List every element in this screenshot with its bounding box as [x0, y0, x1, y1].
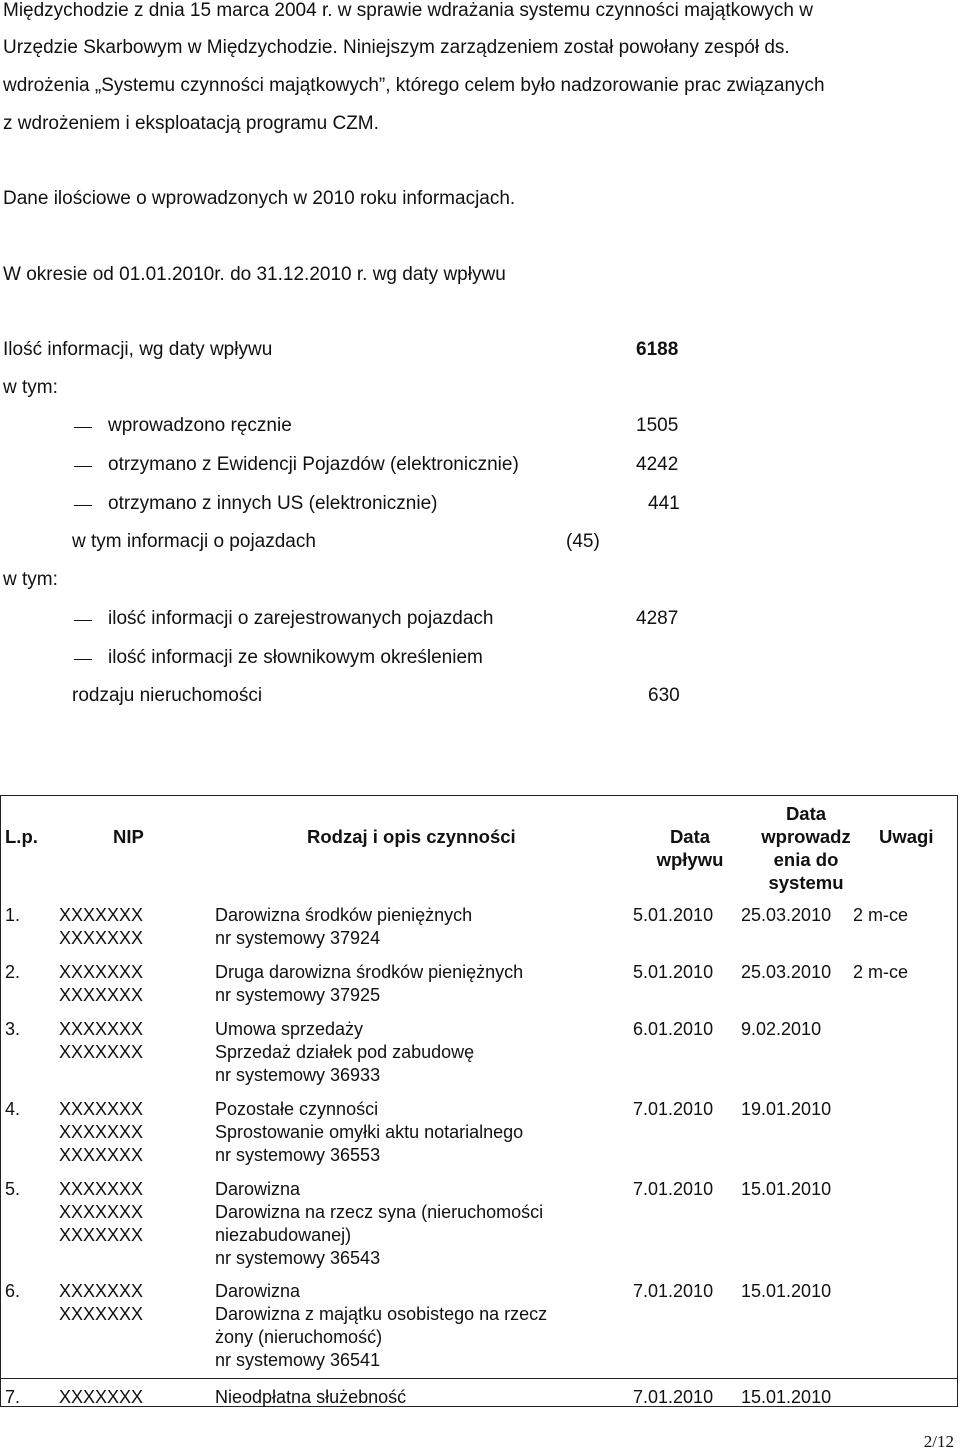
row-description [215, 1098, 523, 1167]
row-date-received: 5.01.2010 [633, 905, 714, 925]
row-description-line: nr systemowy 37925 [215, 985, 381, 1005]
row-description [215, 1018, 474, 1087]
row-description-line: nr systemowy 37924 [215, 928, 381, 948]
vehicles-value: (45) [566, 531, 600, 552]
row-description [215, 1178, 543, 1270]
row-description-line: Sprostowanie omyłki aktu notarialnego [215, 1122, 524, 1142]
row-date-received: 7.01.2010 [633, 1099, 714, 1119]
item-manual-label: wprowadzono ręcznie [108, 415, 292, 436]
item-other-us-value: 441 [648, 493, 680, 514]
item-property-type-label: ilość informacji ze słownikowym określeniem [108, 647, 483, 668]
row-description-line: Druga darowizna środków pieniężnych [215, 962, 524, 982]
row-lp: 2. [5, 962, 21, 982]
row-remarks: 2 m-ce [853, 962, 909, 982]
total-value: 6188 [636, 339, 679, 360]
item-registered-vehicles-label: ilość informacji o zarejestrowanych pojazdach [108, 608, 494, 629]
row-description [215, 1280, 547, 1372]
row-date-entered: 9.02.2010 [741, 1019, 822, 1039]
row-nip-line: XXXXXXX [59, 1042, 144, 1062]
intro-line-3: wdrożenia „Systemu czynności majątkowych”, którego celem było nadzorowanie prac związanych [3, 75, 825, 96]
row-date-entered: 25.03.2010 [741, 905, 832, 925]
page-number: 2/12 [923, 1432, 954, 1451]
row-date-received: 5.01.2010 [633, 962, 714, 982]
header-uwagi: Uwagi [879, 826, 934, 847]
row-nip-line: XXXXXXX [59, 1179, 144, 1199]
header-lp: L.p. [5, 826, 38, 847]
last-row-divider [1, 1378, 957, 1379]
header-rodzaj: Rodzaj i opis czynności [307, 826, 516, 847]
item-other-us-label: otrzymano z innych US (elektronicznie) [108, 493, 438, 514]
row-description-line: Darowizna [215, 1179, 301, 1199]
row-lp: 1. [5, 905, 21, 925]
item-property-type-label-cont: rodzaju nieruchomości [72, 685, 263, 706]
row-description-line: Nieodpłatna służebność [215, 1387, 407, 1407]
row-description-line: nr systemowy 36933 [215, 1065, 381, 1085]
intro-line-1: Międzychodzie z dnia 15 marca 2004 r. w sprawie wdrażania systemu czynności majątkowych w [3, 0, 813, 21]
dash-icon [74, 620, 92, 621]
w-tym-label-2: w tym: [3, 569, 58, 590]
row-description-line: Darowizna na rzecz syna (nieruchomości [215, 1202, 544, 1222]
row-nip-line: XXXXXXX [59, 1304, 144, 1324]
row-description-line: Darowizna z majątku osobistego na rzecz [215, 1304, 548, 1324]
row-date-entered: 15.01.2010 [741, 1387, 832, 1407]
row-description-line: Sprzedaż działek pod zabudowę [215, 1042, 475, 1062]
row-lp: 6. [5, 1281, 21, 1301]
row-description-line: Darowizna [215, 1281, 301, 1301]
row-lp: 4. [5, 1099, 21, 1119]
row-lp: 7. [5, 1387, 21, 1407]
dash-icon [74, 427, 92, 428]
row-date-entered: 15.01.2010 [741, 1281, 832, 1301]
header-data-wprowadzenia-line4: systemu [768, 872, 844, 893]
row-description [215, 1386, 406, 1409]
row-date-entered: 25.03.2010 [741, 962, 832, 982]
intro-line-4: z wdrożeniem i eksploatacją programu CZM. [3, 113, 379, 134]
row-nip-line: XXXXXXX [59, 1122, 144, 1142]
row-lp: 3. [5, 1019, 21, 1039]
row-nip-line: XXXXXXX [59, 1202, 144, 1222]
row-date-entered: 19.01.2010 [741, 1099, 832, 1119]
activities-table [0, 795, 958, 1407]
total-label: Ilość informacji, wg daty wpływu [3, 339, 273, 360]
header-data-wplywu [649, 825, 731, 871]
row-nip-line: XXXXXXX [59, 928, 144, 948]
row-date-received: 7.01.2010 [633, 1179, 714, 1199]
row-nip-line: XXXXXXX [59, 1019, 144, 1039]
header-data-wplywu-line1: Data [669, 826, 711, 847]
row-description-line: nr systemowy 36541 [215, 1350, 381, 1370]
row-description [215, 961, 523, 1007]
row-nip [59, 904, 143, 950]
row-date-received: 7.01.2010 [633, 1281, 714, 1301]
row-remarks: 2 m-ce [853, 905, 909, 925]
row-date-received: 6.01.2010 [633, 1019, 714, 1039]
section-heading: Dane ilościowe o wprowadzonych w 2010 roku informacjach. [3, 188, 516, 209]
dash-icon [74, 466, 92, 467]
item-property-type-value: 630 [648, 685, 680, 706]
row-description-line: nr systemowy 36553 [215, 1145, 381, 1165]
header-data-wprowadzenia-line2: wprowadz [761, 826, 851, 847]
item-registered-vehicles-value: 4287 [636, 608, 679, 629]
row-nip-line: XXXXXXX [59, 1281, 144, 1301]
header-data-wprowadzenia-line3: enia do [773, 849, 839, 870]
row-nip-line: XXXXXXX [59, 1387, 144, 1407]
header-nip: NIP [113, 826, 144, 847]
dash-icon [74, 505, 92, 506]
row-date-entered: 15.01.2010 [741, 1179, 832, 1199]
header-data-wplywu-line2: wpływu [656, 849, 724, 870]
item-vehicle-register-label: otrzymano z Ewidencji Pojazdów (elektronicznie) [108, 454, 519, 475]
row-nip [59, 1098, 143, 1167]
row-description [215, 904, 472, 950]
row-date-received: 7.01.2010 [633, 1387, 714, 1407]
header-data-wprowadzenia-line1: Data [785, 803, 827, 824]
row-description-line: Darowizna środków pieniężnych [215, 905, 473, 925]
row-nip-line: XXXXXXX [59, 1145, 144, 1165]
period-line: W okresie od 01.01.2010r. do 31.12.2010 r. wg daty wpływu [3, 264, 506, 285]
row-description-line: Pozostałe czynności [215, 1099, 379, 1119]
row-nip-line: XXXXXXX [59, 985, 144, 1005]
w-tym-label-1: w tym: [3, 377, 58, 398]
row-lp: 5. [5, 1179, 21, 1199]
row-nip [59, 1386, 143, 1409]
row-nip [59, 961, 143, 1007]
vehicles-label: w tym informacji o pojazdach [72, 531, 316, 552]
row-description-line: niezabudowanej) [215, 1225, 352, 1245]
row-nip [59, 1280, 143, 1326]
row-description-line: żony (nieruchomość) [215, 1327, 383, 1347]
row-nip [59, 1178, 143, 1247]
row-description-line: nr systemowy 36543 [215, 1248, 381, 1268]
row-nip-line: XXXXXXX [59, 905, 144, 925]
item-vehicle-register-value: 4242 [636, 454, 679, 475]
row-nip-line: XXXXXXX [59, 1225, 144, 1245]
intro-line-2: Urzędzie Skarbowym w Międzychodzie. Niniejszym zarządzeniem został powołany zespół ds. [3, 37, 790, 58]
row-description-line: Umowa sprzedaży [215, 1019, 364, 1039]
item-manual-value: 1505 [636, 415, 679, 436]
row-nip-line: XXXXXXX [59, 1099, 144, 1119]
dash-icon [74, 659, 92, 660]
header-data-wprowadzenia [747, 802, 865, 894]
row-nip [59, 1018, 143, 1064]
row-nip-line: XXXXXXX [59, 962, 144, 982]
